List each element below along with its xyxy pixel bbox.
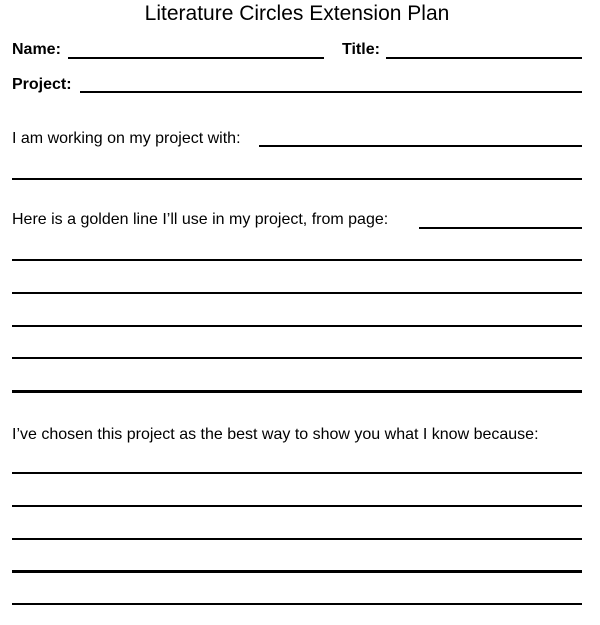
page-number-input-line[interactable] xyxy=(419,227,582,229)
working-with-input-line[interactable] xyxy=(259,145,582,147)
golden-line-writing-line[interactable] xyxy=(12,357,582,359)
name-label: Name: xyxy=(12,41,61,58)
reason-writing-line[interactable] xyxy=(12,472,582,474)
page-title: Literature Circles Extension Plan xyxy=(144,2,450,25)
reason-writing-line[interactable] xyxy=(12,505,582,507)
working-with-continuation-line[interactable] xyxy=(12,178,582,180)
title-label: Title: xyxy=(342,41,380,58)
project-input-line[interactable] xyxy=(80,91,582,93)
golden-line-writing-line[interactable] xyxy=(12,292,582,294)
reason-writing-line[interactable] xyxy=(12,570,582,573)
chosen-because-prompt: I’ve chosen this project as the best way to show you what I know because: xyxy=(12,426,539,443)
reason-writing-line[interactable] xyxy=(12,538,582,540)
golden-line-prompt: Here is a golden line I’ll use in my project, from page: xyxy=(12,211,389,228)
title-input-line[interactable] xyxy=(386,57,582,59)
name-input-line[interactable] xyxy=(68,57,324,59)
golden-line-writing-line[interactable] xyxy=(12,390,582,393)
golden-line-writing-line[interactable] xyxy=(12,259,582,261)
golden-line-writing-line[interactable] xyxy=(12,325,582,327)
reason-writing-line[interactable] xyxy=(12,603,582,605)
project-label: Project: xyxy=(12,76,72,93)
working-with-prompt: I am working on my project with: xyxy=(12,130,241,147)
